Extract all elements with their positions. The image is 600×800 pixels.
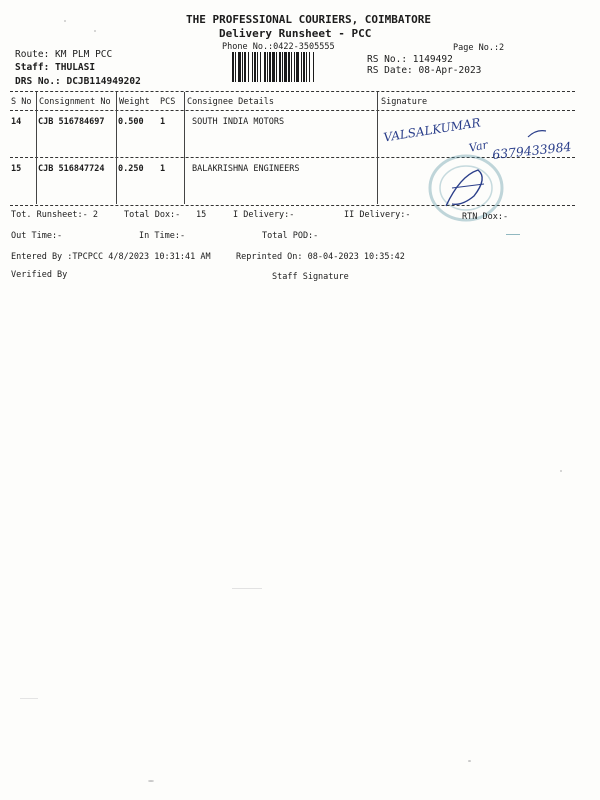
header-bottom-rule bbox=[10, 110, 575, 111]
row2-consignee: BALAKRISHNA ENGINEERS bbox=[192, 164, 300, 174]
barcode-bar bbox=[264, 52, 266, 82]
barcode-bar bbox=[235, 52, 236, 82]
scan-speck bbox=[148, 780, 154, 782]
row1-sno: 14 bbox=[11, 117, 22, 127]
rs-date: RS Date: 08-Apr-2023 bbox=[367, 65, 482, 76]
scan-speck bbox=[468, 760, 471, 762]
entered-by: Entered By :TPCPCC 4/8/2023 10:31:41 AM bbox=[11, 252, 211, 262]
scan-speck bbox=[20, 698, 38, 699]
col-header-sno: S No bbox=[11, 97, 32, 107]
route: Route: KM PLM PCC bbox=[15, 49, 113, 60]
barcode-bar bbox=[257, 52, 258, 82]
verified-by: Verified By bbox=[11, 270, 68, 280]
barcode-bar bbox=[279, 52, 281, 82]
staff-signature: Staff Signature bbox=[272, 272, 349, 282]
barcode-bar bbox=[272, 52, 275, 82]
col-header-consignee: Consignee Details bbox=[187, 97, 274, 107]
rtn-dox: RTN Dox:- bbox=[462, 212, 509, 222]
rs-number: RS No.: 1149492 bbox=[367, 54, 453, 65]
pen-stroke bbox=[526, 126, 548, 145]
total-pod: Total POD:- bbox=[262, 231, 319, 241]
barcode-bar bbox=[288, 52, 290, 82]
barcode-bar bbox=[313, 52, 314, 82]
total-dox-label: Total Dox:- bbox=[124, 210, 181, 220]
barcode-bar bbox=[232, 52, 234, 82]
row2-sno: 15 bbox=[11, 164, 22, 174]
col-divider bbox=[377, 92, 378, 204]
ii-delivery: II Delivery:- bbox=[344, 210, 411, 220]
col-header-signature: Signature bbox=[381, 97, 428, 107]
scan-speck bbox=[232, 588, 262, 589]
barcode-bar bbox=[309, 52, 310, 82]
barcode-bar bbox=[301, 52, 302, 82]
total-dox-value: 15 bbox=[196, 210, 207, 220]
row2-pcs: 1 bbox=[160, 164, 166, 174]
barcode-bar bbox=[260, 52, 261, 82]
handwritten-initials: Var bbox=[467, 138, 489, 155]
barcode-bar bbox=[242, 52, 243, 82]
col-header-consignment: Consignment No bbox=[39, 97, 111, 107]
row1-weight: 0.500 bbox=[118, 117, 144, 127]
row1-consignee: SOUTH INDIA MOTORS bbox=[192, 117, 285, 127]
phone-number: Phone No.:0422-3505555 bbox=[222, 42, 335, 52]
col-header-pcs: PCS bbox=[160, 97, 176, 107]
barcode-bar bbox=[303, 52, 305, 82]
barcode-bar bbox=[294, 52, 295, 82]
table-top-rule bbox=[10, 91, 575, 92]
col-header-weight: Weight bbox=[119, 97, 150, 107]
barcode-bar bbox=[252, 52, 253, 82]
barcode bbox=[232, 52, 358, 82]
runsheet-title: Delivery Runsheet - PCC bbox=[219, 27, 372, 40]
row1-pcs: 1 bbox=[160, 117, 166, 127]
page-number: Page No.:2 bbox=[453, 43, 505, 53]
row2-consignment: CJB 516847724 bbox=[38, 164, 105, 174]
barcode-bar bbox=[269, 52, 271, 82]
company-title: THE PROFESSIONAL COURIERS, COIMBATORE bbox=[186, 13, 432, 26]
row1-consignment: CJB 516784697 bbox=[38, 117, 105, 127]
barcode-bar bbox=[282, 52, 283, 82]
row2-weight: 0.250 bbox=[118, 164, 144, 174]
col-divider bbox=[36, 92, 37, 204]
in-time: In Time:- bbox=[139, 231, 186, 241]
drs-number: DRS No.: DCJB114949202 bbox=[15, 76, 141, 87]
col-divider bbox=[116, 92, 117, 204]
reprinted-on: Reprinted On: 08-04-2023 10:35:42 bbox=[236, 252, 405, 262]
barcode-bar bbox=[276, 52, 277, 82]
barcode-bar bbox=[296, 52, 299, 82]
barcode-bar bbox=[267, 52, 268, 82]
barcode-bar bbox=[248, 52, 249, 82]
barcode-bar bbox=[284, 52, 287, 82]
tot-runsheet: Tot. Runsheet:- 2 bbox=[11, 210, 98, 220]
col-divider bbox=[184, 92, 185, 204]
barcode-bar bbox=[238, 52, 241, 82]
barcode-bar bbox=[254, 52, 256, 82]
barcode-bar bbox=[291, 52, 292, 82]
staff: Staff: THULASI bbox=[15, 62, 96, 73]
i-delivery: I Delivery:- bbox=[233, 210, 295, 220]
barcode-bar bbox=[244, 52, 246, 82]
barcode-bar bbox=[306, 52, 307, 82]
handwritten-phone: 6379433984 bbox=[491, 138, 573, 163]
scan-speck bbox=[64, 20, 66, 22]
scan-speck bbox=[560, 470, 562, 472]
scan-speck bbox=[94, 30, 96, 32]
out-time: Out Time:- bbox=[11, 231, 63, 241]
handwritten-name: VALSALKUMAR bbox=[382, 115, 482, 145]
stamp-mark bbox=[506, 234, 520, 235]
